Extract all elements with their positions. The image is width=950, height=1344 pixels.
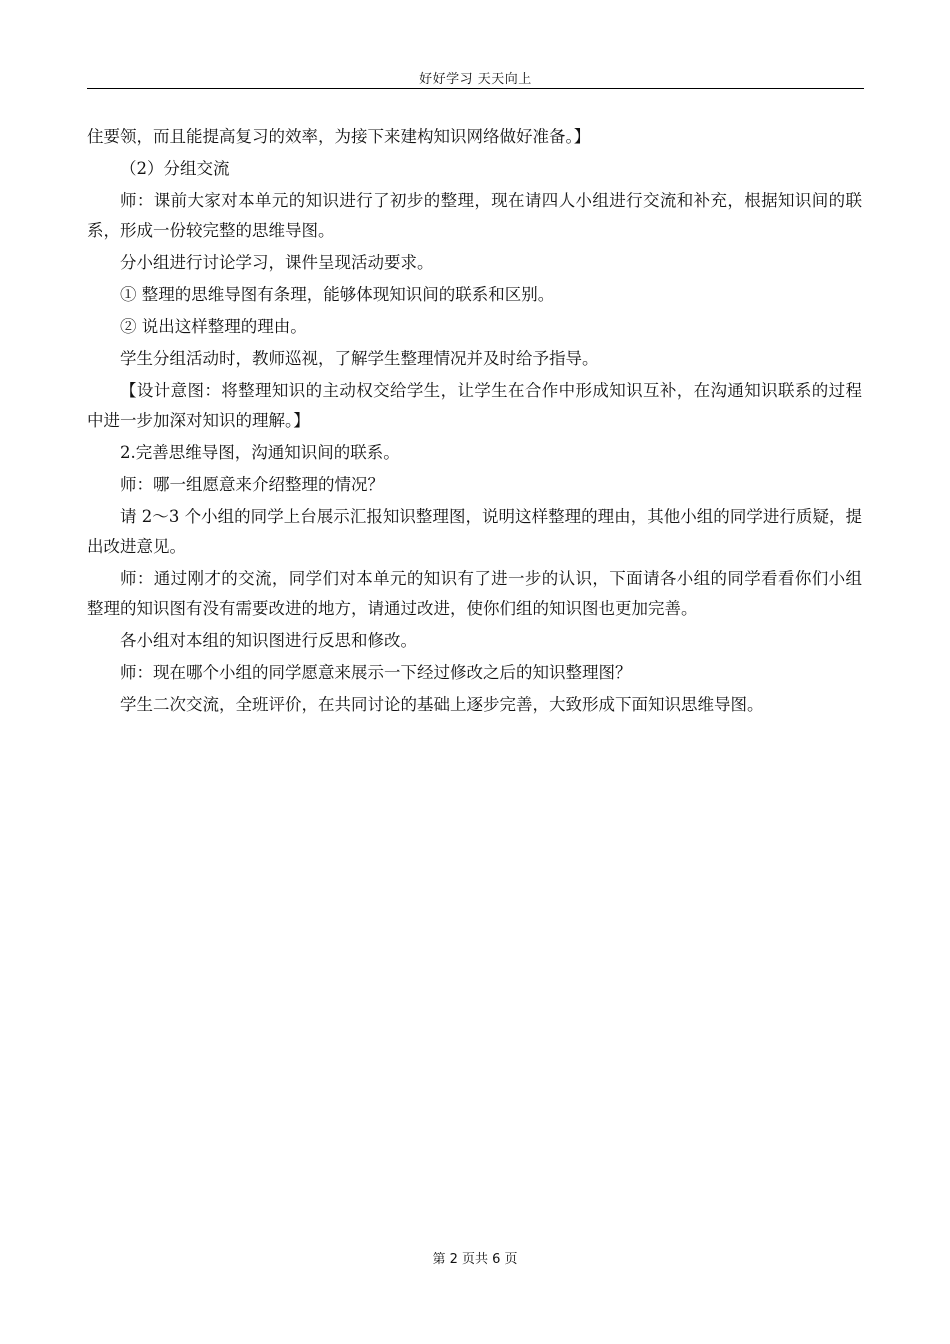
page-footer (0, 1248, 950, 1267)
paragraph: 分小组进行讨论学习，课件呈现活动要求。 (120, 253, 434, 272)
paragraph: 各小组对本组的知识图进行反思和修改。 (120, 631, 417, 650)
paragraph: 师：哪一组愿意来介绍整理的情况？ (120, 475, 384, 494)
paragraph: 【设计意图：将整理知识的主动权交给学生，让学生在合作中形成知识互补，在沟通知识联系的过程中进一步加深对知识的理解。】 (87, 381, 862, 430)
paragraph: 师：通过刚才的交流，同学们对本单元的知识有了进一步的认识，下面请各小组的同学看看你们小组整理的知识图有没有需要改进的地方，请通过改进，使你们组的知识图也更加完善。 (87, 569, 862, 618)
paragraph: 住要领，而且能提高复习的效率，为接下来建构知识网络做好准备。】 (87, 127, 591, 146)
paragraph: ② 说出这样整理的理由。 (120, 317, 307, 336)
paragraph: （2）分组交流 (120, 159, 230, 178)
paragraph: 2.完善思维导图，沟通知识间的联系。 (120, 443, 400, 462)
page-number: 第 2 页共 6 页 (432, 1252, 518, 1267)
header-title: 好好学习 天天向上 (419, 72, 532, 87)
paragraph: 请 2～3 个小组的同学上台展示汇报知识整理图，说明这样整理的理由，其他小组的同学进行质疑，提出改进意见。 (87, 507, 862, 556)
paragraph: ① 整理的思维导图有条理，能够体现知识间的联系和区别。 (120, 285, 555, 304)
document-body (87, 122, 862, 722)
paragraph: 师：课前大家对本单元的知识进行了初步的整理，现在请四人小组进行交流和补充，根据知识间的联系，形成一份较完整的思维导图。 (87, 191, 862, 240)
paragraph: 师：现在哪个小组的同学愿意来展示一下经过修改之后的知识整理图？ (120, 663, 632, 682)
page-header (87, 62, 864, 89)
paragraph: 学生二次交流，全班评价，在共同讨论的基础上逐步完善，大致形成下面知识思维导图。 (120, 695, 764, 714)
paragraph: 学生分组活动时，教师巡视，了解学生整理情况并及时给予指导。 (120, 349, 599, 368)
